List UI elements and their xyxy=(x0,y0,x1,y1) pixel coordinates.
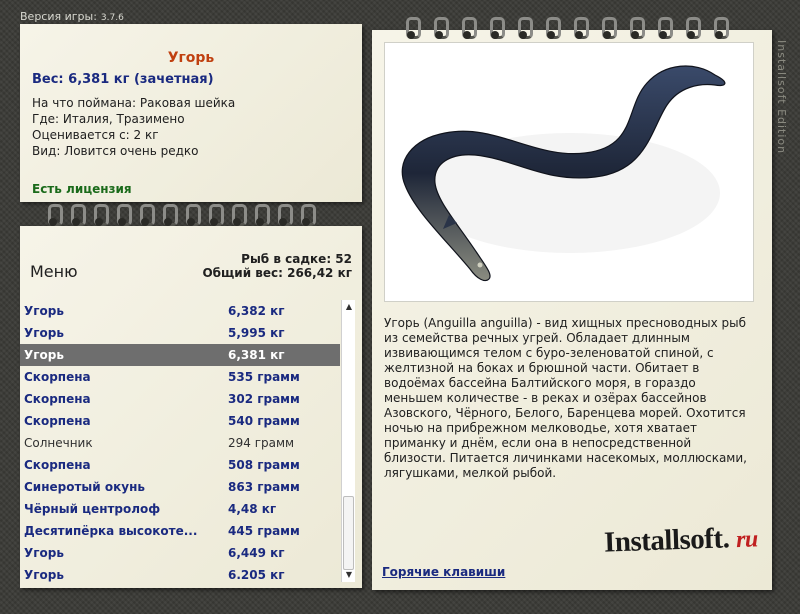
scroll-up-icon[interactable]: ▲ xyxy=(345,302,353,311)
binder-ring-icon xyxy=(92,204,106,226)
rated-from-text: Оценивается с: 2 кг xyxy=(32,128,159,142)
catch-row-name: Чёрный центролоф xyxy=(24,502,161,516)
catch-row-weight: 6,449 кг xyxy=(228,546,285,560)
binder-ring-icon xyxy=(460,17,474,39)
fish-description: Угорь (Anguilla anguilla) - вид хищных пресноводных рыб из семейства речных угрей. Обладает длинным извивающимся телом с буро-зеленоватой спиной, с желтизной на боках и брюшной части. Обитает в водоёмах бассейна Балтийского моря, в гораздо меньшем количестве - в реках и озёрах бассейнов Азовского, Чёрного, Белого, Баренцева морей. Охотится ночью на прибрежном мелководье, хотя хватает приманку и днём, если она в непосредственной близости. Питается личинками насекомых, моллюсками, лягушками, мелкой рыбой. xyxy=(384,316,747,480)
binder-ring-icon xyxy=(276,204,290,226)
catch-row-name: Угорь xyxy=(24,326,64,340)
catch-row[interactable] xyxy=(20,476,340,498)
kind-text: Вид: Ловится очень редко xyxy=(32,144,199,158)
hotkeys-link[interactable]: Горячие клавиши xyxy=(382,565,506,579)
binder-ring-icon xyxy=(628,17,642,39)
catch-row[interactable] xyxy=(20,410,340,432)
fish-info-card xyxy=(20,24,362,202)
binder-ring-icon xyxy=(712,17,726,39)
fish-count: Рыб в садке: 52 xyxy=(241,252,352,266)
catch-row-weight: 6,382 кг xyxy=(228,304,285,318)
binder-ring-icon xyxy=(207,204,221,226)
catch-row-weight: 445 грамм xyxy=(228,524,300,538)
catch-row-name: Угорь xyxy=(24,348,64,362)
catch-row-weight: 294 грамм xyxy=(228,436,295,450)
catch-list xyxy=(20,300,360,584)
catch-row[interactable] xyxy=(20,454,340,476)
catch-row-name: Десятипёрка высокоте... xyxy=(24,524,198,538)
binder-ring-icon xyxy=(138,204,152,226)
catch-row[interactable] xyxy=(20,520,340,542)
catch-row-weight: 302 грамм xyxy=(228,392,300,406)
binder-ring-icon xyxy=(516,17,530,39)
brand-tld: ru xyxy=(735,526,759,554)
binder-ring-icon xyxy=(600,17,614,39)
catch-row[interactable] xyxy=(20,300,340,322)
fish-detail-card xyxy=(372,30,772,590)
catch-row-name: Угорь xyxy=(24,546,64,560)
catch-row[interactable] xyxy=(20,366,340,388)
catch-row-weight: 6.205 кг xyxy=(228,568,285,582)
binder-ring-icon xyxy=(684,17,698,39)
binder-ring-icon xyxy=(184,204,198,226)
fish-image xyxy=(384,42,754,302)
side-brand-text: Installsoft Edition xyxy=(775,40,788,155)
total-weight: Общий вес: 266,42 кг xyxy=(202,266,352,280)
detail-binder-rings xyxy=(404,17,726,39)
catch-row-weight: 6,381 кг xyxy=(228,348,285,362)
catch-row-weight: 863 грамм xyxy=(228,480,300,494)
binder-ring-icon xyxy=(488,17,502,39)
license-status: Есть лицензия xyxy=(32,182,132,196)
binder-ring-icon xyxy=(404,17,418,39)
version-number: 3.7.6 xyxy=(100,13,124,23)
binder-ring-icon xyxy=(253,204,267,226)
catch-list-rows xyxy=(20,300,340,584)
binder-ring-icon xyxy=(230,204,244,226)
list-scrollbar[interactable] xyxy=(341,300,355,582)
version-caption: Версия игры: xyxy=(20,10,97,23)
catch-row-name: Скорпена xyxy=(24,414,91,428)
binder-ring-icon xyxy=(432,17,446,39)
catch-row-weight: 535 грамм xyxy=(228,370,300,384)
catch-row-name: Скорпена xyxy=(24,392,91,406)
location-text: Где: Италия, Тразимено xyxy=(32,112,185,126)
catch-row-weight: 508 грамм xyxy=(228,458,300,472)
binder-ring-icon xyxy=(656,17,670,39)
fish-title: Угорь xyxy=(167,50,215,66)
catch-row[interactable] xyxy=(20,498,340,520)
catch-list-card xyxy=(20,226,362,588)
list-binder-rings xyxy=(46,204,313,226)
binder-ring-icon xyxy=(572,17,586,39)
eel-eye xyxy=(478,263,483,268)
binder-ring-icon xyxy=(544,17,558,39)
binder-ring-icon xyxy=(115,204,129,226)
catch-row-name: Солнечник xyxy=(24,436,93,450)
catch-row-name: Скорпена xyxy=(24,370,91,384)
catch-row-name: Синеротый окунь xyxy=(24,480,145,494)
eel-illustration xyxy=(385,43,753,301)
catch-row[interactable] xyxy=(20,322,340,344)
menu-button[interactable]: Меню xyxy=(30,262,78,281)
scroll-down-icon[interactable]: ▼ xyxy=(345,570,353,579)
brand-main: Installsoft. xyxy=(603,522,730,559)
catch-row-weight: 540 грамм xyxy=(228,414,300,428)
fish-weight: Вес: 6,381 кг (зачетная) xyxy=(32,72,214,87)
catch-stats xyxy=(202,252,352,280)
catch-row-name: Угорь xyxy=(24,568,64,582)
catch-row[interactable] xyxy=(20,564,340,584)
catch-row-name: Скорпена xyxy=(24,458,91,472)
catch-row[interactable] xyxy=(20,542,340,564)
fish-info-lines xyxy=(32,95,235,159)
catch-row[interactable] xyxy=(20,344,340,366)
catch-row-weight: 4,48 кг xyxy=(228,502,277,516)
caught-on-text: На что поймана: Раковая шейка xyxy=(32,96,236,110)
catch-row-weight: 5,995 кг xyxy=(228,326,285,340)
version-label xyxy=(20,10,124,23)
binder-ring-icon xyxy=(299,204,313,226)
binder-ring-icon xyxy=(46,204,60,226)
catch-row-name: Угорь xyxy=(24,304,64,318)
binder-ring-icon xyxy=(161,204,175,226)
catch-row[interactable] xyxy=(20,432,340,454)
installsoft-logo xyxy=(603,521,758,559)
catch-row[interactable] xyxy=(20,388,340,410)
scroll-thumb[interactable] xyxy=(343,496,354,570)
binder-ring-icon xyxy=(69,204,83,226)
